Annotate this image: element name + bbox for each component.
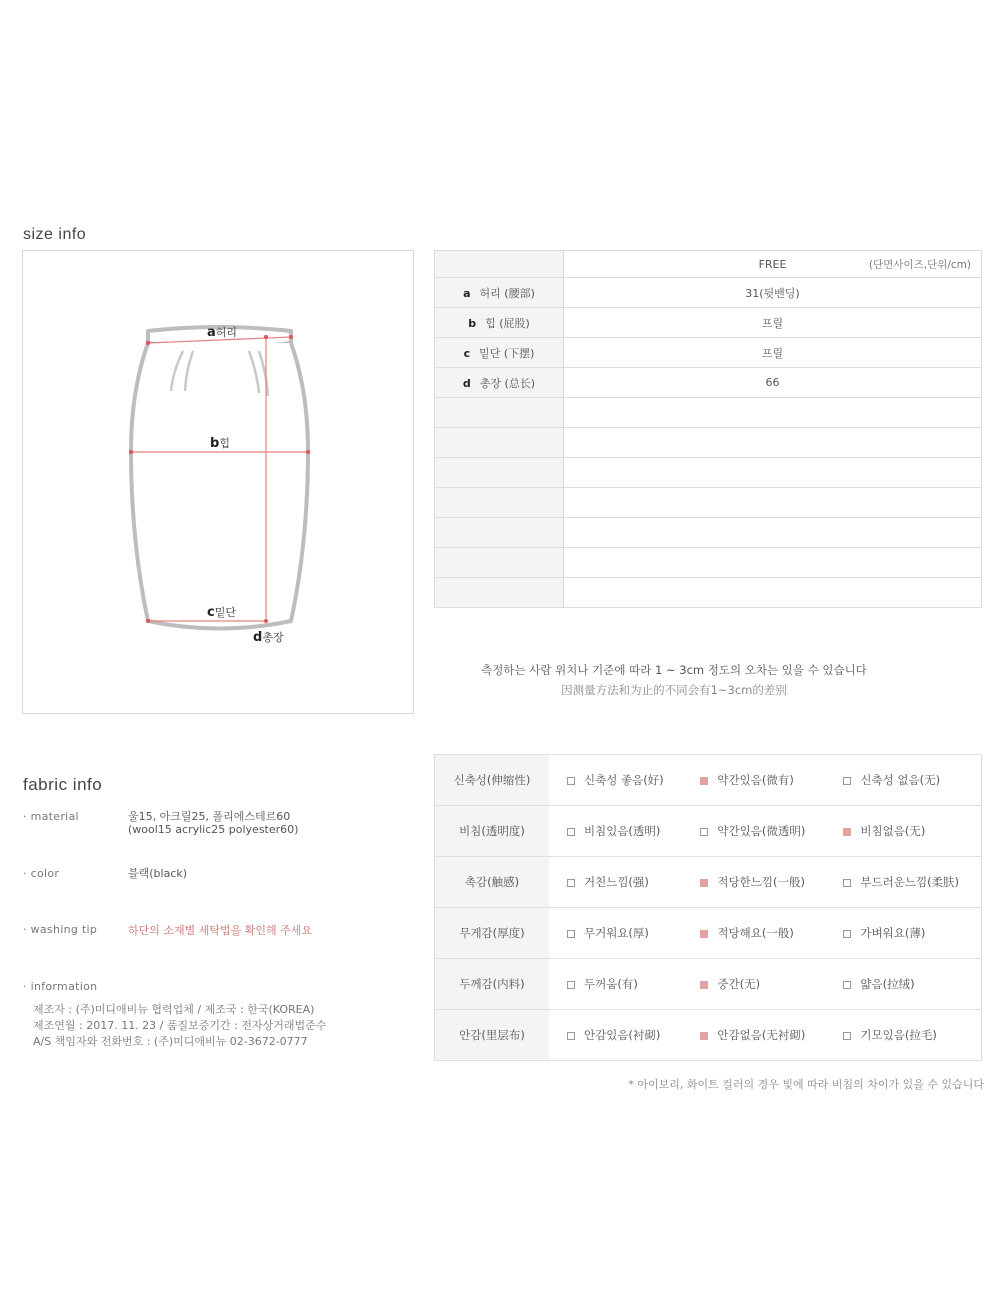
fabric-property-name: 촉감(触感) <box>435 857 550 908</box>
fabric-option <box>549 755 682 806</box>
size-row-hem: c 밑단 (下摆) 프릴 <box>435 338 982 368</box>
checked-box-icon <box>843 828 851 836</box>
size-table-header <box>435 251 982 278</box>
fabric-option <box>549 806 682 857</box>
length-label-d: d총장 <box>253 630 284 645</box>
skirt-size-diagram <box>22 250 414 714</box>
unchecked-box-icon <box>567 1032 575 1040</box>
fabric-option-label: 적당한느낌(一般) <box>717 875 805 889</box>
fabric-option-label: 가벼워요(薄) <box>860 926 926 940</box>
size-row-hip: b 힙 (屁股) 프릴 <box>435 308 982 338</box>
size-row-length: d 총장 (总长) 66 <box>435 368 982 398</box>
unchecked-box-icon <box>843 879 851 887</box>
material-value-en: (wool15 acrylic25 polyester60) <box>128 823 299 836</box>
size-value: 66 <box>564 368 982 398</box>
size-value: 프릴 <box>564 338 982 368</box>
fabric-property-name: 두께감(内料) <box>435 959 550 1010</box>
size-row-empty <box>435 428 982 458</box>
size-row-empty <box>435 548 982 578</box>
fabric-property-row <box>435 959 982 1010</box>
size-row-empty <box>435 578 982 608</box>
checked-box-icon <box>700 1032 708 1040</box>
fabric-option-label: 신축성 좋음(好) <box>584 773 664 787</box>
fabric-option <box>549 857 682 908</box>
color-transparency-footnote: * 아이보리, 화이트 컬러의 경우 빛에 따라 비침의 차이가 있을 수 있습니다 <box>628 1078 984 1091</box>
fabric-option-label: 기모있음(拉毛) <box>860 1028 937 1042</box>
fabric-property-name: 무게감(厚度) <box>435 908 550 959</box>
fabric-option-label: 부드러운느낌(柔肤) <box>860 875 960 889</box>
fabric-option <box>825 1010 981 1061</box>
fabric-option-label: 비침없음(无) <box>860 824 926 838</box>
checked-box-icon <box>700 879 708 887</box>
information-label: · information <box>23 980 98 993</box>
skirt-outline-graphic <box>23 251 415 715</box>
fabric-property-row <box>435 1010 982 1061</box>
fabric-option <box>682 806 825 857</box>
unchecked-box-icon <box>843 1032 851 1040</box>
unchecked-box-icon <box>567 828 575 836</box>
unchecked-box-icon <box>700 828 708 836</box>
material-value-ko: 울15, 아크릴25, 폴리에스테르60 <box>128 810 291 823</box>
checked-box-icon <box>700 930 708 938</box>
fabric-option-label: 거친느낌(强) <box>584 875 649 889</box>
washing-tip-value: 하단의 소재별 세탁법을 확인해 주세요 <box>128 924 313 937</box>
unchecked-box-icon <box>567 777 575 785</box>
size-row-empty <box>435 488 982 518</box>
hem-label-c: c밑단 <box>207 605 236 620</box>
size-value: 프릴 <box>564 308 982 338</box>
fabric-option <box>549 959 682 1010</box>
size-row-empty <box>435 458 982 488</box>
fabric-option <box>825 857 981 908</box>
fabric-option <box>682 908 825 959</box>
measurement-note-ko: 측정하는 사람 위치나 기준에 따라 1 ~ 3cm 정도의 오차는 있을 수 있습니다 <box>481 663 867 677</box>
fabric-option <box>825 755 981 806</box>
size-column-free: FREE (단면사이즈,단위/cm) <box>564 251 982 278</box>
fabric-option <box>682 755 825 806</box>
fabric-property-name: 신축성(伸缩性) <box>435 755 550 806</box>
fabric-option-label: 두꺼움(有) <box>584 977 638 991</box>
fabric-option-label: 무거워요(厚) <box>584 926 649 940</box>
fabric-option-label: 신축성 없음(无) <box>860 773 941 787</box>
fabric-option-label: 중간(无) <box>717 977 761 991</box>
fabric-option-label: 적당해요(一般) <box>717 926 794 940</box>
fabric-option-label: 약간있음(微透明) <box>717 824 806 838</box>
size-row-empty <box>435 518 982 548</box>
manufacturer-info: 제조자 : (주)미디애비뉴 협력업체 / 제조국 : 한국(KOREA) <box>33 1003 315 1016</box>
color-label: · color <box>23 867 60 880</box>
fabric-property-row <box>435 908 982 959</box>
fabric-option-label: 얇음(拉绒) <box>860 977 915 991</box>
manufacture-date-info: 제조연월 : 2017. 11. 23 / 품질보증기간 : 전자상거래법준수 <box>33 1019 327 1032</box>
fabric-property-row <box>435 857 982 908</box>
hip-label-b: b힙 <box>210 436 230 451</box>
size-table <box>434 250 982 608</box>
fabric-option-label: 약간있음(微有) <box>717 773 794 787</box>
unchecked-box-icon <box>843 777 851 785</box>
fabric-properties-table <box>434 754 982 1061</box>
measurement-note-cn: 因测量方法和为止的不同会有1~3cm的差别 <box>561 683 787 697</box>
fabric-option <box>682 857 825 908</box>
size-row-waist: a 허리 (腰部) 31(뒷밴딩) <box>435 278 982 308</box>
unchecked-box-icon <box>567 879 575 887</box>
size-row-empty <box>435 398 982 428</box>
fabric-info-title: fabric info <box>23 775 103 794</box>
checked-box-icon <box>700 777 708 785</box>
unit-note: (단면사이즈,단위/cm) <box>868 259 971 271</box>
fabric-option-label: 비침있음(透明) <box>584 824 661 838</box>
unchecked-box-icon <box>843 930 851 938</box>
unchecked-box-icon <box>843 981 851 989</box>
color-value: 블랙(black) <box>128 867 188 880</box>
unchecked-box-icon <box>567 930 575 938</box>
as-contact-info: A/S 책임자와 전화번호 : (주)미디애비뉴 02-3672-0777 <box>33 1035 308 1048</box>
size-info-title: size info <box>23 226 87 243</box>
fabric-option <box>549 908 682 959</box>
fabric-property-name: 비침(透明度) <box>435 806 550 857</box>
fabric-option <box>825 959 981 1010</box>
fabric-option <box>825 908 981 959</box>
waist-label-a: a허리 <box>207 325 238 340</box>
fabric-option <box>682 959 825 1010</box>
unchecked-box-icon <box>567 981 575 989</box>
checked-box-icon <box>700 981 708 989</box>
fabric-property-row <box>435 806 982 857</box>
fabric-property-row <box>435 755 982 806</box>
fabric-option <box>549 1010 682 1061</box>
washing-tip-label: · washing tip <box>23 923 98 936</box>
fabric-option-label: 안감없음(无衬砌) <box>717 1028 806 1042</box>
material-label: · material <box>23 810 79 823</box>
fabric-property-name: 안감(里层布) <box>435 1010 550 1061</box>
size-value: 31(뒷밴딩) <box>564 278 982 308</box>
fabric-option-label: 안감있음(衬砌) <box>584 1028 661 1042</box>
fabric-option <box>682 1010 825 1061</box>
fabric-option <box>825 806 981 857</box>
